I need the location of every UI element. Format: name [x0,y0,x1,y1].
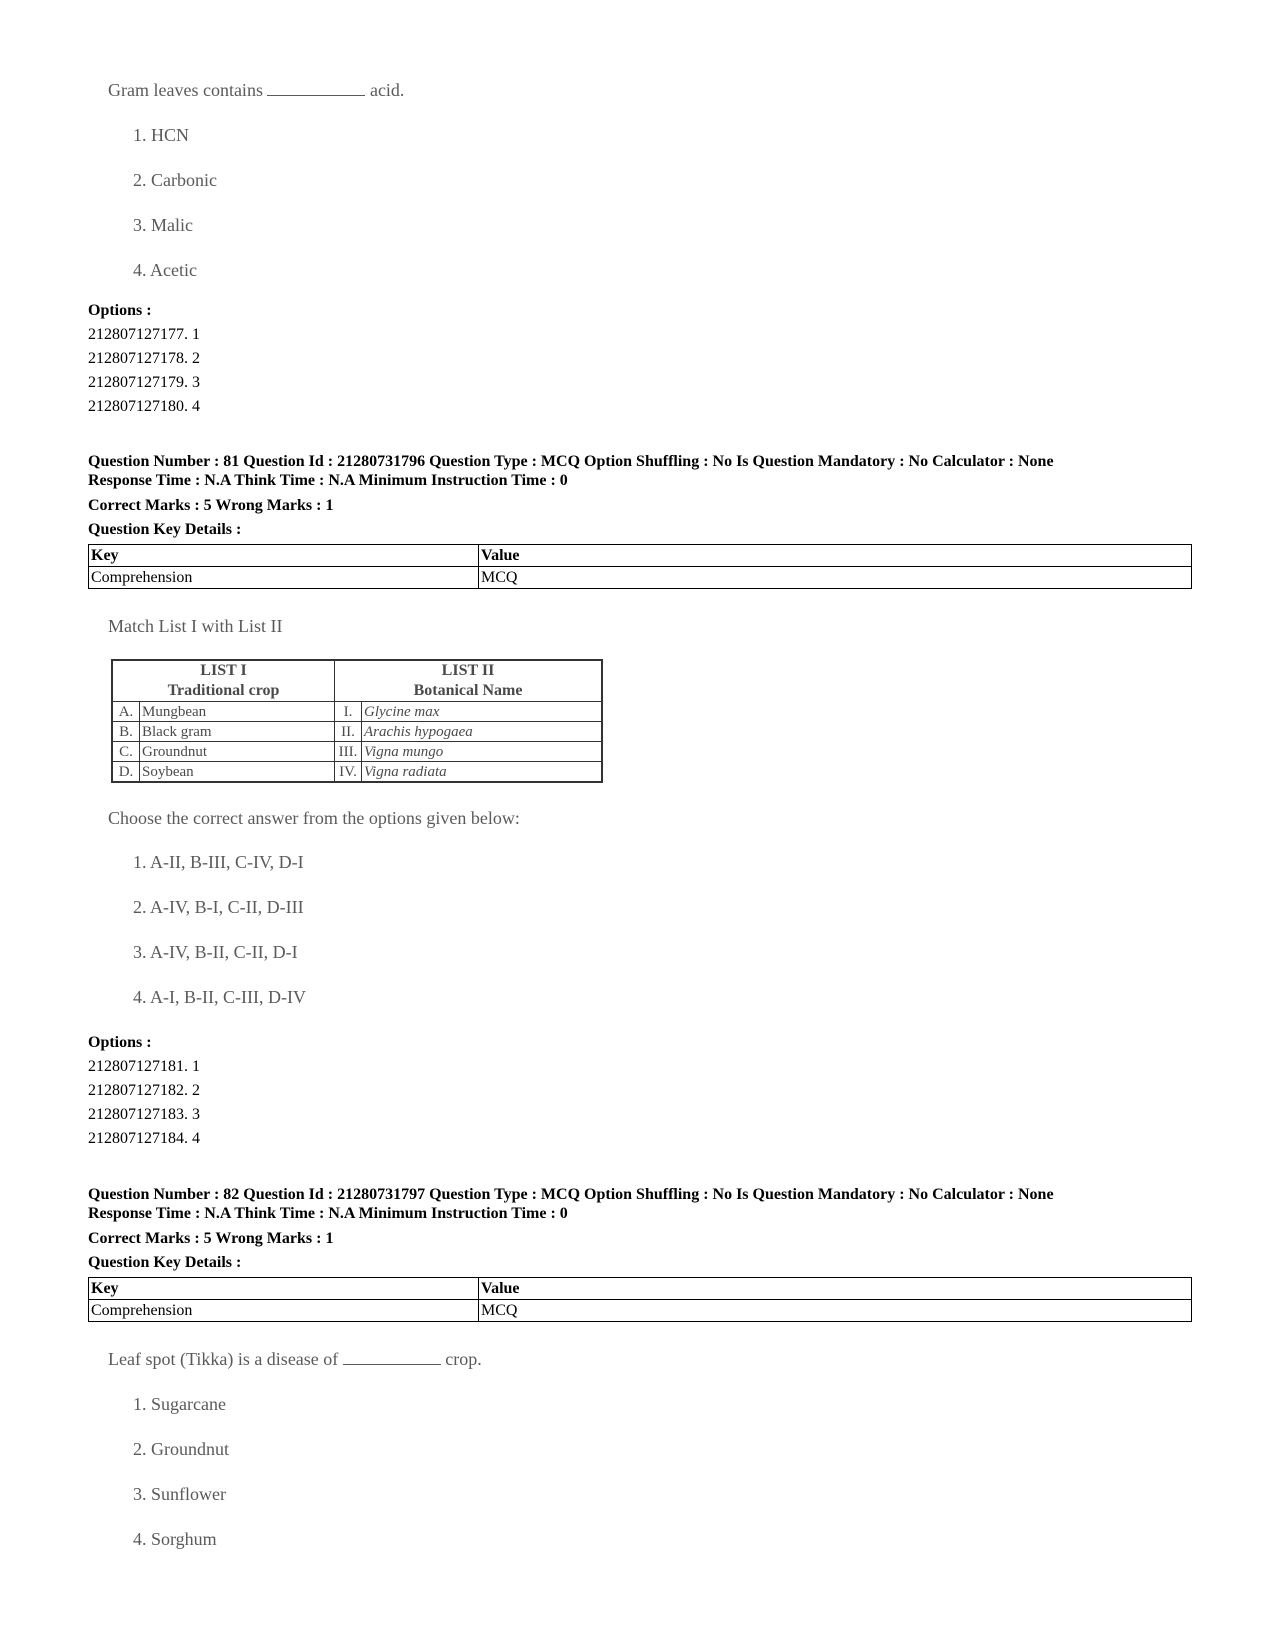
q81-key-details-label: Question Key Details : [88,521,242,538]
list2-name: Glycine max [362,702,603,722]
list2-name: Arachis hypogaea [362,722,603,742]
list1-crop: Mungbean [140,702,335,722]
list2-name: Vigna radiata [362,762,603,783]
q81-header-line1: Question Number : 81 Question Id : 21280731796 Question Type : MCQ Option Shuffling : No Is Question Mandatory : No Calculator : None [88,453,1054,470]
q80-option-3: 212807127179. 3 [88,374,200,391]
value-cell: MCQ [479,567,1192,589]
list2-name: Vigna mungo [362,742,603,762]
list2-roman: II. [335,722,362,742]
q80-option-1: 212807127177. 1 [88,326,200,343]
list1-letter: B. [112,722,140,742]
q81-option-4: 212807127184. 4 [88,1130,200,1147]
q82-key-table [88,1277,1192,1322]
value-header: Value [479,545,1192,567]
list1-crop: Groundnut [140,742,335,762]
table-row [89,1278,1192,1300]
q80-choice-4: 4. Acetic [133,260,197,280]
q80-option-2: 212807127178. 2 [88,350,200,367]
key-header: Key [89,545,479,567]
table-row [89,567,1192,589]
q80-option-4: 212807127180. 4 [88,398,200,415]
q81-choice-2: 2. A-IV, B-I, C-II, D-III [133,897,304,917]
list2-header: LIST II Botanical Name [335,660,603,702]
list1-header: LIST I Traditional crop [112,660,335,702]
list1-crop: Black gram [140,722,335,742]
list1-letter: D. [112,762,140,783]
q82-choice-4: 4. Sorghum [133,1529,217,1549]
key-header: Key [89,1278,479,1300]
q82-choice-3: 3. Sunflower [133,1484,226,1504]
q82-choice-2: 2. Groundnut [133,1439,229,1459]
q80-options-label: Options : [88,302,152,319]
list2-roman: I. [335,702,362,722]
q80-choice-2: 2. Carbonic [133,170,217,190]
table-row [112,660,602,702]
q81-option-1: 212807127181. 1 [88,1058,200,1075]
list1-crop: Soybean [140,762,335,783]
table-row [112,702,602,722]
q81-options-label: Options : [88,1034,152,1051]
q81-key-table [88,544,1192,589]
key-cell: Comprehension [89,1300,479,1322]
q81-option-3: 212807127183. 3 [88,1106,200,1123]
table-row [112,722,602,742]
answer-blank [267,81,365,96]
q81-choice-3: 3. A-IV, B-II, C-II, D-I [133,942,298,962]
q82-key-details-label: Question Key Details : [88,1254,242,1271]
value-header: Value [479,1278,1192,1300]
list2-roman: IV. [335,762,362,783]
table-row [89,545,1192,567]
q81-choice-4: 4. A-I, B-II, C-III, D-IV [133,987,306,1007]
q80-stem: Gram leaves contains acid. [108,80,405,100]
q82-header-line2: Response Time : N.A Think Time : N.A Minimum Instruction Time : 0 [88,1205,568,1222]
match-list-table [111,659,603,783]
q81-choice-1: 1. A-II, B-III, C-IV, D-I [133,852,304,872]
list2-roman: III. [335,742,362,762]
q82-header-line1: Question Number : 82 Question Id : 21280731797 Question Type : MCQ Option Shuffling : No Is Question Mandatory : No Calculator : None [88,1186,1054,1203]
q82-choice-1: 1. Sugarcane [133,1394,226,1414]
q80-choice-1: 1. HCN [133,125,190,145]
table-row [112,742,602,762]
answer-blank [343,1350,441,1365]
q81-marks: Correct Marks : 5 Wrong Marks : 1 [88,497,334,514]
key-cell: Comprehension [89,567,479,589]
q82-marks: Correct Marks : 5 Wrong Marks : 1 [88,1230,334,1247]
q82-stem: Leaf spot (Tikka) is a disease of crop. [108,1349,482,1369]
q81-header-line2: Response Time : N.A Think Time : N.A Minimum Instruction Time : 0 [88,472,568,489]
table-row [112,762,602,783]
q81-option-2: 212807127182. 2 [88,1082,200,1099]
list1-letter: C. [112,742,140,762]
list1-letter: A. [112,702,140,722]
value-cell: MCQ [479,1300,1192,1322]
table-row [89,1300,1192,1322]
q80-choice-3: 3. Malic [133,215,193,235]
q81-instruction: Choose the correct answer from the options given below: [108,808,520,828]
q81-stem: Match List I with List II [108,616,283,636]
